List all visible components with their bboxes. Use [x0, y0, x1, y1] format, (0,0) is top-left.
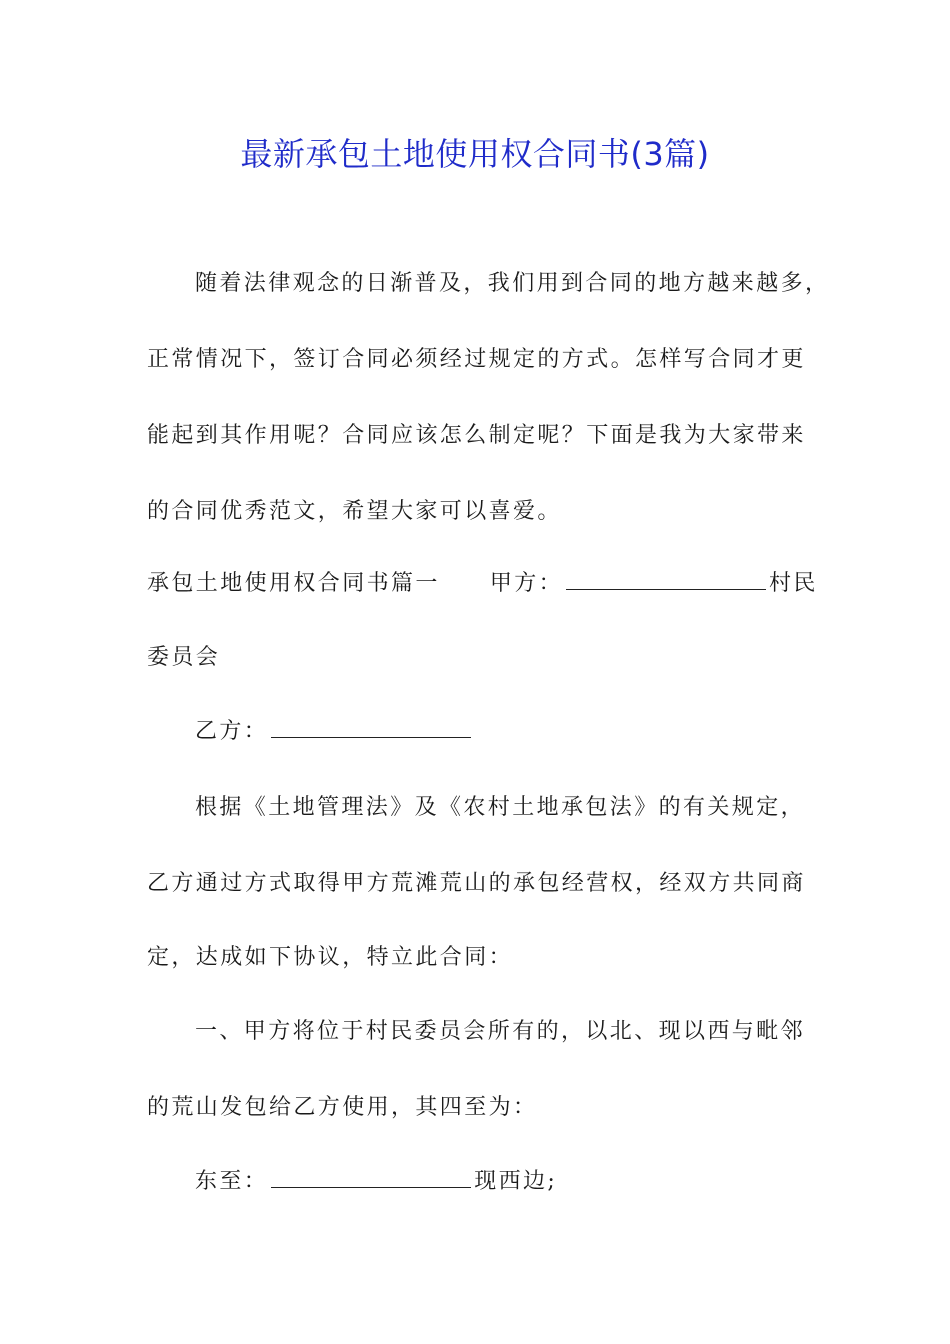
party-b-line: [195, 716, 875, 748]
east-boundary-line: [195, 1166, 875, 1198]
party-a-line: [147, 568, 827, 600]
clause-one-line-2: 的荒山发包给乙方使用，其四至为：: [147, 1095, 538, 1120]
east-blank: [271, 1167, 471, 1188]
party-a-blank: [566, 569, 766, 590]
party-b-label: 乙方：: [195, 719, 269, 744]
intro-line-1: 随着法律观念的日渐普及，我们用到合同的地方越来越多，: [195, 271, 830, 296]
intro-line-2: 正常情况下，签订合同必须经过规定的方式。怎样写合同才更: [147, 347, 806, 372]
basis-line-1: 根据《土地管理法》及《农村土地承包法》的有关规定，: [195, 795, 806, 820]
east-label: 东至：: [195, 1169, 269, 1194]
east-suffix: 现西边;: [474, 1169, 558, 1194]
intro-line-4: 的合同优秀范文，希望大家可以喜爱。: [147, 499, 562, 524]
document-title: 最新承包土地使用权合同书(3篇): [240, 135, 710, 173]
basis-line-2: 乙方通过方式取得甲方荒滩荒山的承包经营权，经双方共同商: [147, 871, 806, 896]
party-a-suffix: 村民: [769, 571, 818, 596]
party-b-blank: [271, 717, 471, 738]
intro-line-3: 能起到其作用呢？合同应该怎么制定呢？下面是我为大家带来: [147, 423, 806, 448]
section-heading: 承包土地使用权合同书篇一: [147, 571, 440, 596]
party-a-label: 甲方：: [489, 571, 564, 596]
basis-line-3: 定，达成如下协议，特立此合同：: [147, 945, 514, 970]
clause-one-line-1: 一、甲方将位于村民委员会所有的，以北、现以西与毗邻: [195, 1019, 806, 1044]
party-a-suffix-line: 委员会: [147, 645, 221, 670]
